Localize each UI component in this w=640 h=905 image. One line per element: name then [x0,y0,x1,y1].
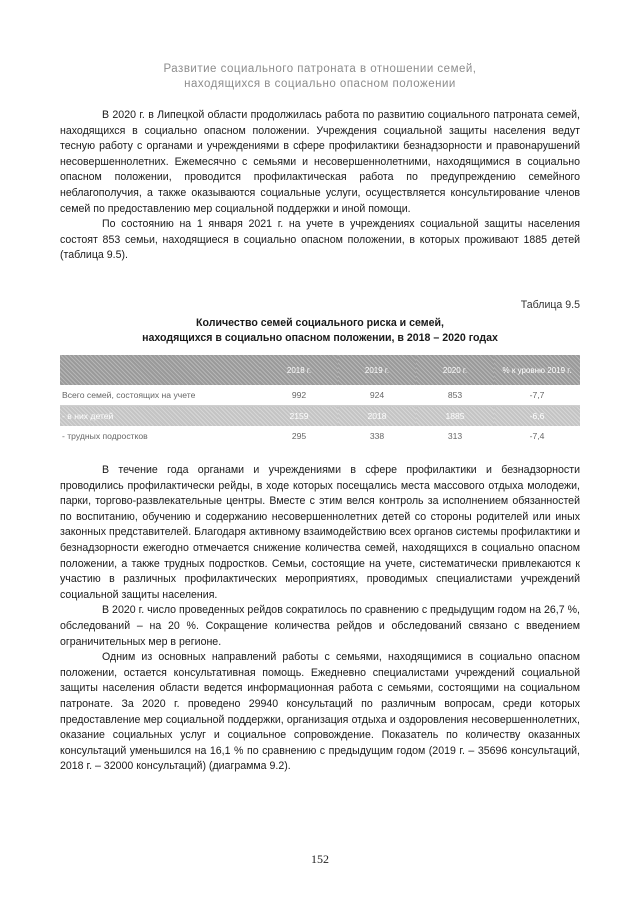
table-cell: 853 [416,385,494,406]
table-cell: - в них детей [60,406,260,427]
table-cell: 295 [291,431,307,441]
table-label: Таблица 9.5 [520,299,580,311]
table-title-line-1: Количество семей социального риска и семей, [196,317,444,329]
table-cell: 2159 [260,406,338,427]
page-number: 152 [311,852,329,866]
intro-paragraph: По состоянию на 1 января 2021 г. на учете в учреждениях социальной защиты населения состоят 853 семьи, находящиеся в социально опасном положении, в которых проживают 1885 детей (таблица 9.5). [60,218,580,262]
table-cell: 1885 [416,406,494,427]
table-row [60,406,580,427]
table-title-line-2: находящихся в социально опасном положении, в 2018 – 2020 годах [142,332,498,344]
intro-text [60,108,580,264]
table-cell: 924 [338,385,416,406]
table-cell: 338 [369,431,385,441]
section-heading [60,62,580,92]
table-cell: 2018 [338,406,416,427]
section-heading-line-2: находящихся в социально опасном положении [184,78,456,90]
table-cell: 313 [447,431,463,441]
main-paragraph: В течение года органами и учреждениями в сфере профилактики и безнадзорности проводились профилактически рейды, в ходе которых посещались места массового отдыха молодежи, парки, торгово-развлекательные центры. Вместе с этим велся контроль за исполнением обязанностей по воспитанию, обучению и содержанию несовершеннолетних детей со стороны родителей или иных законных представителей. Благодаря активному взаимодействию всех органов системы профилактики и безнадзорности ежегодно отмечается снижение количества семей, находящихся в социально опасном положении, а также трудных подростков. Семьи, состоящие на учете, систематически привлекаются к участию в различных профилактических мероприятиях, проводимых специалистами учреждений социальной защиты населения. [60,464,580,601]
main-text [60,463,580,775]
table-cell: Всего семей, состоящих на учете [60,385,260,406]
table-row [60,426,580,446]
table-header-cell: 2018 г. [260,355,338,385]
table-cell: -7,4 [529,431,545,441]
table-header-row [60,355,580,385]
main-paragraph: Одним из основных направлений работы с семьями, находящимися в социально опасном положении, остается консультативная помощь. Ежедневно специалистами учреждений социальной защиты населения области ведется информационная работа с семьями, состоящими на социальном патронате. За 2020 г. проведено 29940 консультаций по различным вопросам, среди которых предоставление мер социальной поддержки, организация отдыха и оздоровления несовершеннолетних, оказание социальных услуг и социальное сопровождение. Показатель по количеству оказанных консультаций уменьшился на 16,1 % по сравнению с предыдущим годом (2019 г. – 35696 консультаций, 2018 г. – 32000 консультаций) (диаграмма 9.2). [60,651,580,773]
table-header-cell [60,355,260,385]
table-title [60,316,580,346]
table-cell: 992 [260,385,338,406]
table-row [60,385,580,406]
table-cell: - трудных подростков [62,431,148,441]
table-cell: -6,6 [494,406,580,427]
table-header-cell: % к уровню 2019 г. [494,355,580,385]
data-table [60,355,580,446]
main-paragraph: В 2020 г. число проведенных рейдов сократилось по сравнению с предыдущим годом на 26,7 %, обследований – на 20 %. Сокращение количества рейдов и обследований связано с введением ограничительных мер в регионе. [60,604,580,648]
intro-paragraph: В 2020 г. в Липецкой области продолжилась работа по развитию социального патроната семей, находящихся в социально опасном положении. Учреждения социальной защиты населения ведут тесную работу с органами и учреждениями в сфере профилактики безнадзорности и правонарушений несовершеннолетних. Ежемесячно с семьями и несовершеннолетними, находящимися в социально опасном положении, проводится профилактическая работа по предупреждению семейного неблагополучия, а также оказываются социальные услуги, осуществляется консультирование членов семей по предоставлению мер социальной поддержки и иной помощи. [60,109,580,215]
table-cell: -7,7 [494,385,580,406]
section-heading-line-1: Развитие социального патроната в отношении семей, [163,63,477,75]
table-header-cell: 2019 г. [338,355,416,385]
table-header-cell: 2020 г. [416,355,494,385]
